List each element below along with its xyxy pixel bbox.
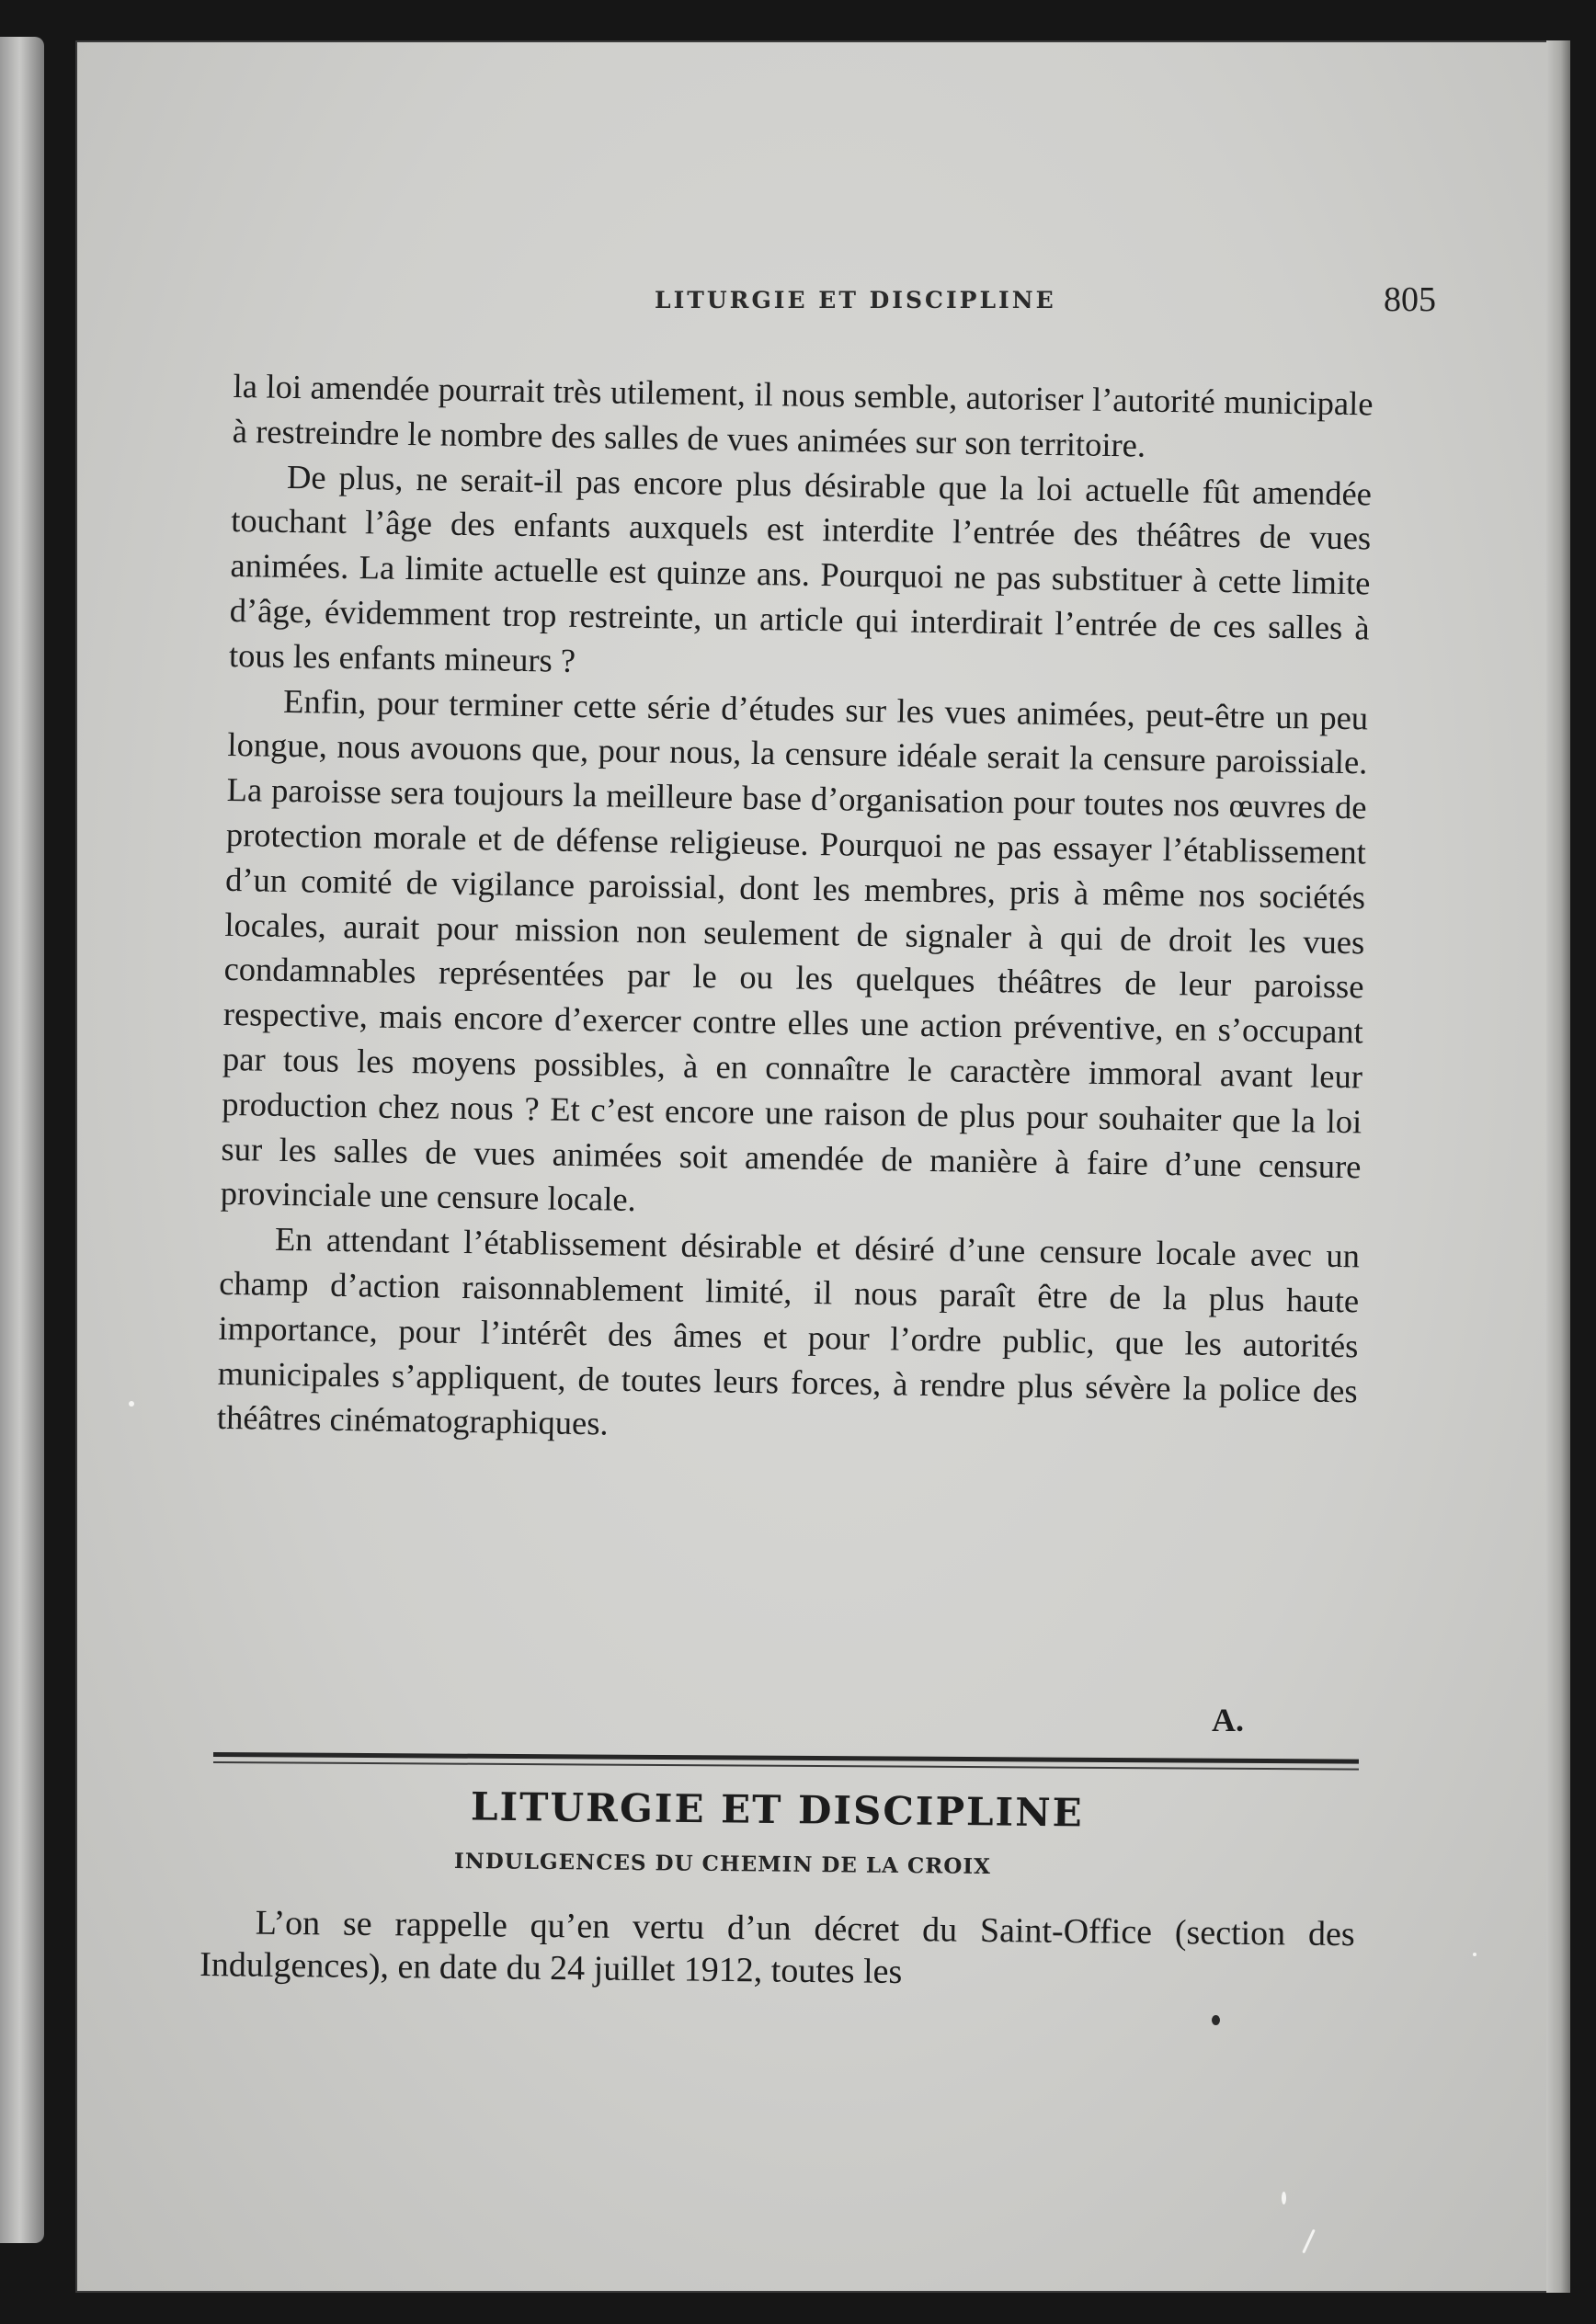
dust-speck xyxy=(129,1401,134,1407)
section-body xyxy=(200,1901,1355,1998)
book-page xyxy=(75,40,1570,2293)
running-title: LITURGIE ET DISCIPLINE xyxy=(655,287,1056,313)
section-paragraph: L’on se rappelle qu’en vertu d’un décret du Saint-Office (section des Indulgences), en date du 24 juillet 1912, toutes les xyxy=(200,1903,1355,1991)
previous-page-edge xyxy=(0,37,44,2243)
section-subtitle: INDULGENCES DU CHEMIN DE LA CROIX xyxy=(453,1848,992,1880)
dust-speck xyxy=(1473,1953,1476,1956)
article-signature: A. xyxy=(1212,1702,1244,1738)
article-paragraph-1: la loi amendée pourrait très utilement, il nous semble, autoriser l’autorité municipale à restreindre le nombre des salles de vues animées sur son territoire. xyxy=(232,366,1374,464)
dust-speck xyxy=(1282,2192,1286,2204)
page-number: 805 xyxy=(1384,280,1436,319)
article-paragraph-2: De plus, ne serait-il pas encore plus désirable que la loi actuelle fût amendée touchant l’âge des enfants auxquels est interdite l’entrée des théâtres de vues animées. La limite actuelle est quinze ans. Pourquoi ne pas substituer à cette limite d’âge, évidemment trop restreinte, un article qui interdirait l’entrée de ces salles à tous les enfants mineurs ? xyxy=(228,457,1373,679)
ink-mark xyxy=(1212,2015,1220,2025)
article-paragraph-3: Enfin, pour terminer cette série d’études sur les vues animées, peut-être un peu longue, nous avouons que, pour nous, la censure idéale serait la censure paroissiale. La paroisse sera toujours la meilleure base d’organisation pour toutes nos œuvres de protection morale et de défense religieuse. Pourquoi ne pas essayer l’établissement d’un comité de vigilance paroissial, dont les membres, pris à même nos sociétés locales, aurait pour mission non seulement de signaler à qui de droit les vues condamnables représentées par le ou les quelques théâtres de leur paroisse respective, mais encore d’exercer contre elles une action préventive, en s’occupant par tous les moyens possibles, à en connaître le caractère immoral avant leur production chez nous ? Et c’est encore une raison de plus pour souhaiter que la loi sur les salles de vues animées soit amendée de manière à faire d’une censure provinciale une censure locale. xyxy=(220,681,1369,1219)
running-head xyxy=(222,270,1445,325)
section-title: LITURGIE ET DISCIPLINE xyxy=(470,1783,1084,1836)
article-body xyxy=(217,364,1374,1458)
article-paragraph-4: En attendant l’établissement désirable et désiré d’une censure locale avec un champ d’action raisonnablement limité, il nous paraît être de la plus haute importance, pour l’intérêt des âmes et pour l’ordre public, que les autorités municipales s’appliquent, de toutes leurs forces, à rendre plus sévère la police des théâtres cinématographiques. xyxy=(216,1219,1361,1442)
scratch-mark xyxy=(1302,2229,1316,2254)
page-right-edge xyxy=(1546,40,1570,2293)
